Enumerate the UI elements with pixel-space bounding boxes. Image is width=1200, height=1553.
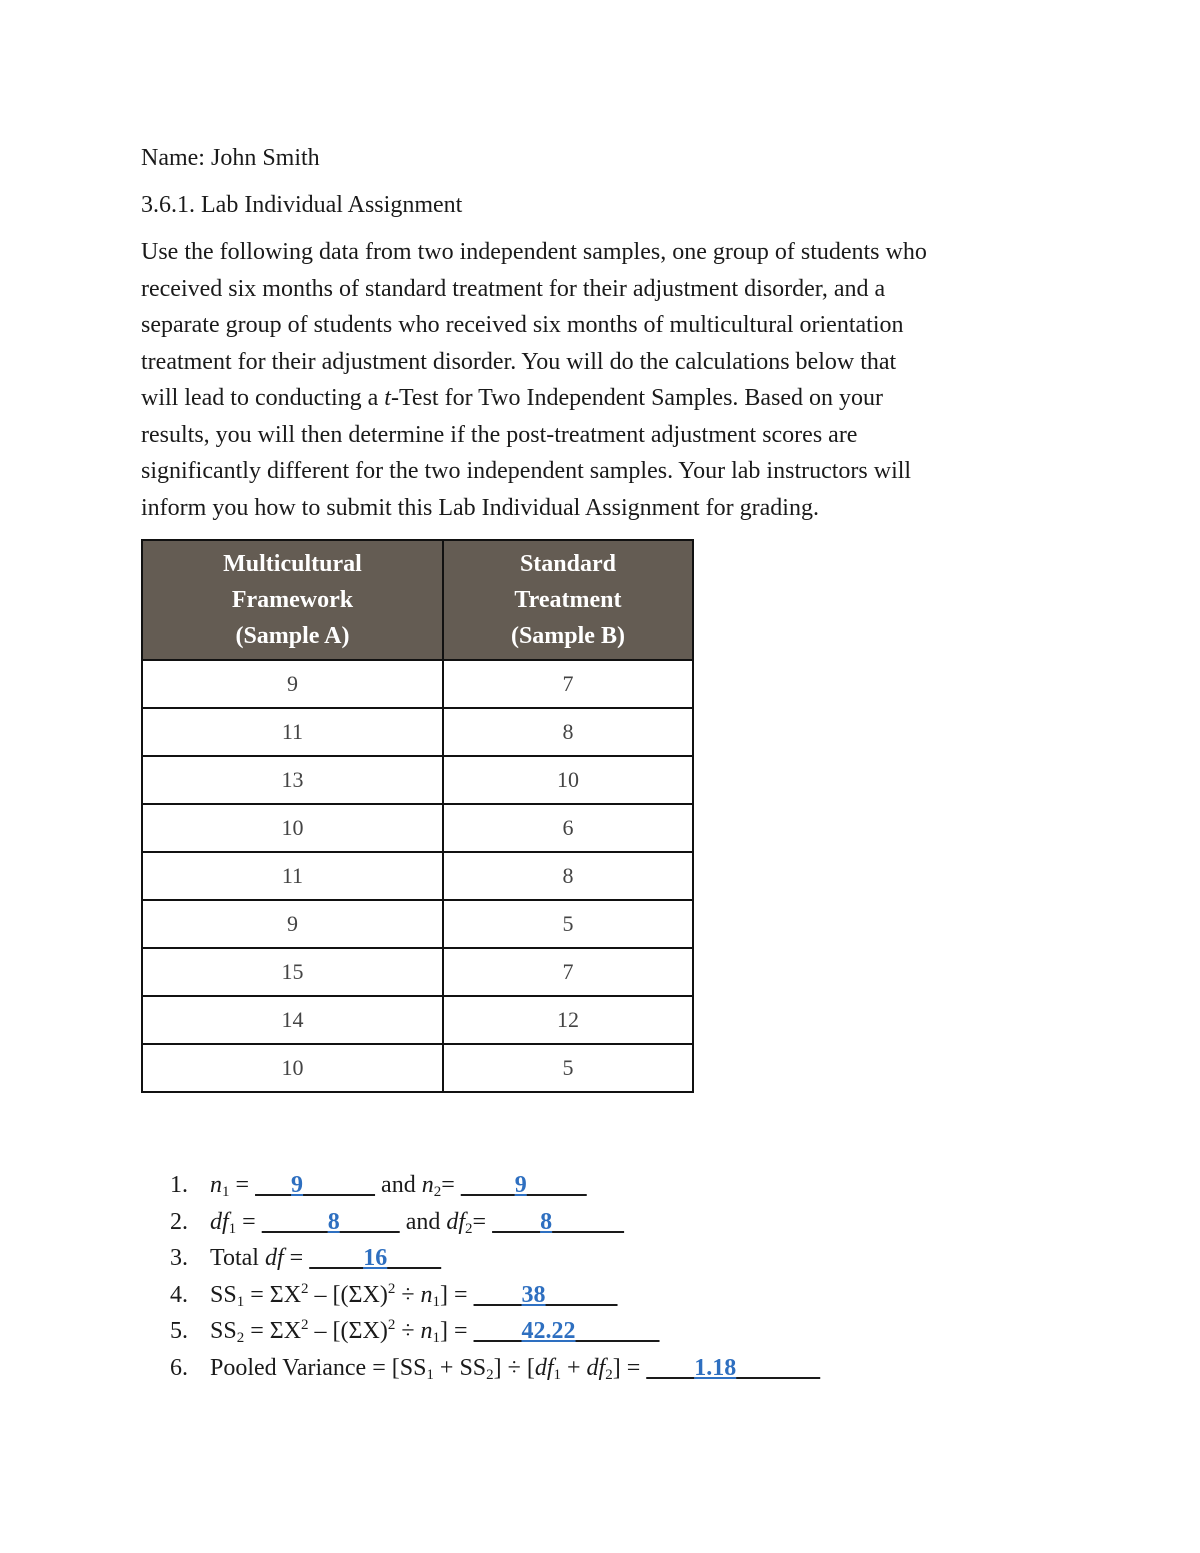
question-number: 3. <box>170 1245 188 1272</box>
intro-line: separate group of students who received six months of multicultural orientation <box>141 312 904 338</box>
cell-sample-a: 10 <box>142 1044 443 1092</box>
header-line: Standard <box>519 551 616 577</box>
assignment-title: 3.6.1. Lab Individual Assignment <box>141 192 463 218</box>
intro-line-ttest: will lead to conducting a t-Test for Two Independent Samples. Based on your <box>141 385 884 411</box>
question-3: 3. Total df = 16 <box>170 1240 820 1277</box>
intro-line: Use the following data from two independent samples, one group of students who <box>141 239 927 265</box>
question-list <box>170 1167 820 1387</box>
question-number: 4. <box>170 1281 188 1308</box>
answer-ss2: 42.22 <box>521 1318 576 1345</box>
intro-paragraph <box>141 234 1056 526</box>
answer-df2: 8 <box>540 1208 553 1235</box>
cell-sample-a: 11 <box>142 708 443 756</box>
student-name: Name: John Smith <box>141 145 320 171</box>
intro-line: significantly different for the two independent samples. Your lab instructors will <box>141 458 912 484</box>
question-1: 1. $n_1$ = 9 and $n_2=$ 9 <box>170 1167 820 1204</box>
intro-line: treatment for their adjustment disorder. You will do the calculations below that <box>141 348 897 375</box>
header-line: (Sample A) <box>235 623 350 649</box>
header-line: Framework <box>231 587 354 613</box>
table-row <box>142 708 693 756</box>
cell-sample-b: 7 <box>443 948 693 996</box>
cell-sample-a: 13 <box>142 756 443 804</box>
intro-line: results, you will then determine if the post-treatment adjustment scores are <box>141 421 858 448</box>
question-number: 6. <box>170 1354 188 1381</box>
question-number: 1. <box>170 1172 188 1198</box>
and-word: and <box>381 1172 416 1198</box>
cell-sample-a: 11 <box>142 852 443 900</box>
cell-sample-a: 14 <box>142 996 443 1044</box>
question-4: 4. $SS_1 = \Sigma X^2 - [(\Sigma X)^2 \div n_1]$ = 38 <box>170 1277 820 1314</box>
table-row <box>142 660 693 708</box>
header-line: Treatment <box>514 587 622 613</box>
answer-ss1: 38 <box>521 1281 546 1308</box>
intro-line: inform you how to submit this Lab Individual Assignment for grading. <box>141 494 819 521</box>
cell-sample-a: 10 <box>142 804 443 852</box>
and-word: and <box>405 1208 441 1235</box>
intro-line: received six months of standard treatment for their adjustment disorder, and a <box>141 275 886 302</box>
question-6: 6. Pooled Variance = $[SS_1 + SS_2] \div [df_1 + df_2]$ = 1.18 <box>170 1350 820 1387</box>
samples-table <box>141 539 694 1093</box>
table-row <box>142 1044 693 1092</box>
cell-sample-b: 7 <box>443 660 693 708</box>
cell-sample-b: 5 <box>443 1044 693 1092</box>
answer-df1: 8 <box>327 1208 340 1235</box>
answer-n2: 9 <box>514 1172 527 1198</box>
question-2: 2. $df_1$ = 8 and $df_2=$ 8 <box>170 1204 820 1241</box>
cell-sample-b: 8 <box>443 708 693 756</box>
cell-sample-b: 5 <box>443 900 693 948</box>
question-5: 5. $SS_2 = \Sigma X^2 - [(\Sigma X)^2 \div n_1]$ = 42.22 <box>170 1313 820 1350</box>
table-row <box>142 756 693 804</box>
header-sample-b <box>443 540 693 660</box>
cell-sample-a: 9 <box>142 660 443 708</box>
question-number: 5. <box>170 1318 188 1345</box>
cell-sample-b: 10 <box>443 756 693 804</box>
cell-sample-b: 12 <box>443 996 693 1044</box>
cell-sample-b: 6 <box>443 804 693 852</box>
header-line: Multicultural <box>223 551 362 577</box>
answer-pooled-variance: 1.18 <box>694 1354 737 1381</box>
header-sample-a <box>142 540 443 660</box>
table-row <box>142 900 693 948</box>
cell-sample-a: 15 <box>142 948 443 996</box>
total-label: Total <box>210 1245 259 1272</box>
table-row <box>142 948 693 996</box>
table-body <box>142 660 693 1092</box>
table-row <box>142 852 693 900</box>
question-number: 2. <box>170 1208 188 1235</box>
cell-sample-a: 9 <box>142 900 443 948</box>
answer-n1: 9 <box>291 1172 304 1198</box>
table-header-row <box>142 540 693 660</box>
table-row <box>142 996 693 1044</box>
header-line: (Sample B) <box>510 623 625 649</box>
pooled-variance-label: Pooled Variance <box>210 1354 367 1381</box>
table-row <box>142 804 693 852</box>
answer-total-df: 16 <box>363 1245 388 1272</box>
cell-sample-b: 8 <box>443 852 693 900</box>
